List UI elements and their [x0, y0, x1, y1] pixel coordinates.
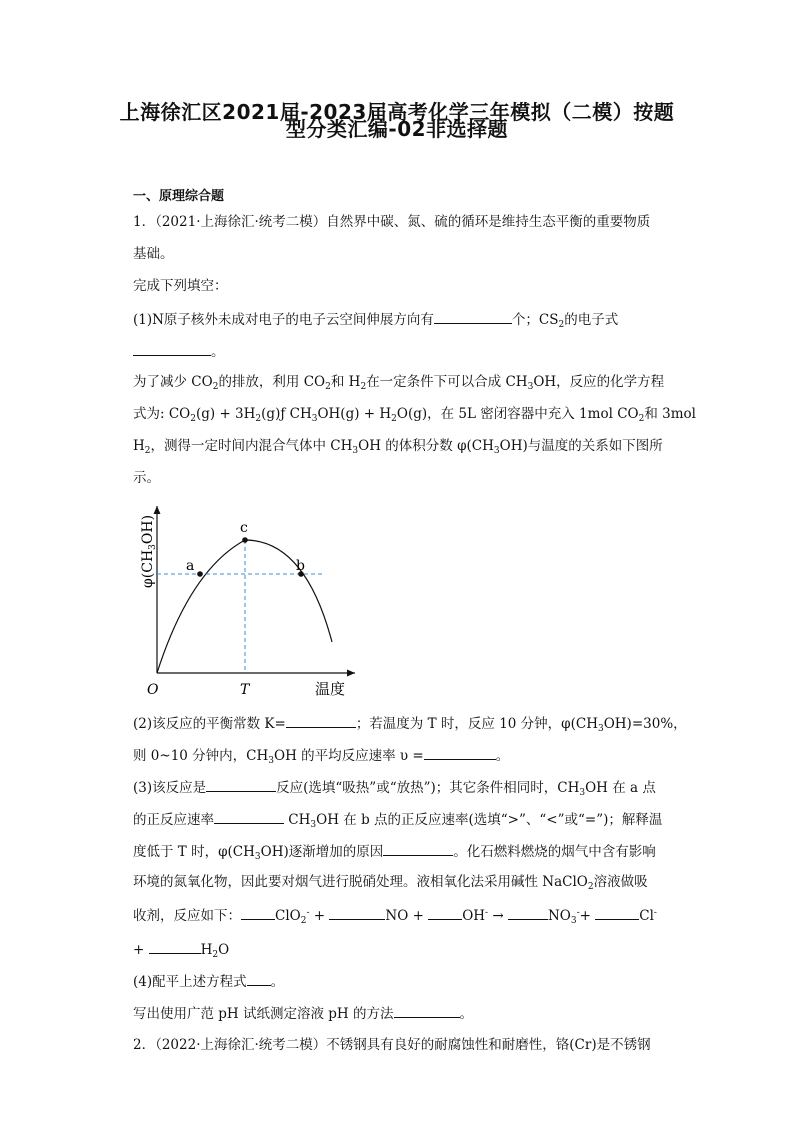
answer-blank[interactable]: [247, 971, 271, 986]
phi-temperature-graph: [135, 500, 365, 700]
q1-part1-line-2: [133, 341, 225, 361]
q1-equation-line-2: [133, 939, 229, 959]
text: Cl: [639, 908, 654, 924]
coef-blank[interactable]: [595, 905, 639, 920]
answer-blank[interactable]: [206, 777, 276, 792]
subscript: 3: [268, 756, 274, 766]
text: 的电子式: [564, 312, 619, 328]
text: H: [200, 942, 213, 958]
q1-para-line-1: [133, 373, 664, 391]
q2-line-1: 2．（2022·上海徐汇·统考二模）不锈钢具有良好的耐腐蚀性和耐磨性，铬(Cr)是不锈钢: [133, 1037, 651, 1053]
text: ClO: [275, 908, 301, 924]
text: ；若温度为 T 时，反应 10 分钟，φ(CH: [355, 716, 598, 732]
superscript: -: [653, 908, 657, 918]
text: NO +: [385, 908, 429, 924]
text: O: [218, 942, 230, 958]
text: →: [488, 908, 508, 924]
text: +: [133, 942, 149, 958]
text: OH)=30%，: [603, 716, 687, 732]
q1-part3-line-2: [133, 809, 662, 829]
subscript: 2: [190, 414, 196, 424]
text: 环境的氮氧化物，因此要对烟气进行脱硝处理。液相氧化法采用碱性 NaClO: [133, 874, 588, 890]
text: (1)N原子核外未成对电子的电子云空间伸展方向有: [133, 312, 434, 328]
subscript: 2: [360, 382, 367, 392]
text: OH(g) + H: [317, 406, 392, 422]
text: OH)逐渐增加的原因: [260, 844, 384, 860]
text: CH: [284, 812, 311, 828]
superscript: -: [485, 908, 489, 918]
subscript: 3: [493, 446, 500, 456]
text: 度低于 T 时，φ(CH: [133, 844, 255, 860]
q1-line-3: 完成下列填空：: [133, 278, 228, 294]
subscript: 3: [310, 820, 317, 830]
text: 收剂，反应如下：: [133, 908, 241, 924]
subscript: 2: [558, 320, 565, 330]
q1-line-2: 基础。: [133, 246, 174, 262]
coef-blank[interactable]: [241, 905, 275, 920]
x-axis-label: 温度: [315, 680, 346, 698]
answer-blank[interactable]: [214, 809, 284, 824]
text: O(g)，在 5L 密闭容器中充入 1mol CO: [396, 406, 639, 422]
point-c-dot: [242, 537, 248, 543]
text: +: [309, 908, 330, 924]
text: OH 的平均反应速率 υ =: [274, 748, 424, 764]
subscript: 3: [352, 446, 359, 456]
q1-para-line-3: [133, 437, 663, 455]
text: (3)该反应是: [133, 780, 207, 796]
text: 式为: CO: [133, 406, 191, 422]
text: 的正反应速率: [133, 812, 214, 828]
text: 和 3mol: [644, 406, 696, 422]
text: 为了减少 CO: [133, 374, 213, 390]
text: 的排放，利用 CO: [218, 374, 326, 390]
subscript: 2: [255, 414, 262, 424]
text: 则 0~10 分钟内，CH: [133, 748, 269, 764]
answer-blank[interactable]: [394, 1003, 460, 1018]
q1-part3-line-3: [133, 841, 656, 861]
subscript: 2: [325, 382, 331, 392]
text: 个；CS: [511, 312, 559, 328]
doc-title-line-1: 上海徐汇区2021届-2023届高考化学三年模拟（二模）按题: [119, 100, 675, 124]
t-label: T: [240, 682, 250, 698]
answer-blank[interactable]: [133, 341, 211, 356]
text: H: [133, 438, 145, 454]
text: OH 在 a 点: [585, 780, 656, 796]
answer-blank[interactable]: [424, 745, 496, 760]
subscript: 3: [254, 852, 261, 862]
text: 溶液做吸: [593, 874, 648, 890]
q1-part3-line-4: [133, 873, 648, 891]
subscript: 2: [587, 882, 594, 892]
subscript: 2: [300, 916, 307, 926]
point-a-label: a: [186, 558, 195, 574]
point-a-dot: [197, 571, 203, 577]
text: +: [579, 908, 596, 924]
coef-blank[interactable]: [329, 905, 385, 920]
answer-blank[interactable]: [434, 309, 512, 324]
answer-blank[interactable]: [286, 713, 356, 728]
y-label-main: φ(CH: [140, 549, 156, 588]
q1-part2-line-1: [133, 713, 687, 733]
text: OH 在 b 点的正反应速率(选填“>”、“<”或“=”)；解释温: [316, 812, 663, 828]
q1-equation-line-1: [133, 905, 657, 925]
subscript: 3: [597, 724, 604, 734]
subscript: 2: [212, 950, 219, 960]
text: (4)配平上述方程式: [133, 974, 247, 990]
text: (g) + 3H: [195, 406, 256, 422]
text: NO: [547, 908, 571, 924]
x-axis-arrow: [347, 670, 355, 677]
coef-blank[interactable]: [149, 939, 201, 954]
q1-line-1: 1．（2021·上海徐汇·统考二模）自然界中碳、氮、硫的循环是维持生态平衡的重要物质: [133, 214, 651, 230]
subscript: 3: [527, 382, 534, 392]
y-label-end: OH): [140, 514, 156, 545]
point-b-label: b: [296, 558, 305, 574]
text: 。: [211, 344, 225, 360]
q1-para-line-2: [133, 405, 696, 423]
text: 和 H: [330, 374, 361, 390]
y-label-sub: 3: [148, 544, 158, 550]
answer-blank[interactable]: [383, 841, 453, 856]
superscript: -: [306, 908, 310, 918]
point-c-label: c: [240, 520, 248, 536]
superscript: -: [576, 908, 580, 918]
origin-label: O: [147, 682, 159, 698]
q1-part5-line: [133, 1003, 473, 1023]
text: OH)与温度的关系如下图所: [499, 438, 663, 454]
q1-part3-line-1: [133, 777, 656, 797]
q1-part4-line: [133, 971, 284, 991]
subscript: 3: [579, 788, 586, 798]
text: 。: [270, 974, 285, 990]
text: OH: [462, 908, 486, 924]
subscript: 2: [391, 414, 397, 424]
section-heading: 一、原理综合题: [133, 189, 225, 204]
q1-para-line-4: 示。: [133, 470, 160, 486]
q1-part1-line: [133, 309, 618, 329]
text: 写出使用广范 pH 试纸测定溶液 pH 的方法: [133, 1006, 394, 1022]
text: 在一定条件下可以合成 CH: [366, 374, 528, 390]
subscript: 2: [144, 446, 151, 456]
subscript: 3: [311, 414, 318, 424]
subscript: 3: [570, 916, 577, 926]
text: OH，反应的化学方程: [533, 374, 665, 390]
subscript: 2: [212, 382, 219, 392]
q1-part2-line-2: [133, 745, 509, 765]
text: 。: [459, 1006, 473, 1022]
text: (g)ƒ CH: [261, 406, 312, 422]
y-axis-label: [140, 515, 158, 588]
text: ，测得一定时间内混合气体中 CH: [150, 438, 353, 454]
svg-text:φ(CH3OH): [140, 515, 158, 588]
text: 。化石燃料燃烧的烟气中含有影响: [453, 844, 656, 860]
text: (2)该反应的平衡常数 K=: [133, 716, 286, 732]
subscript: 2: [638, 414, 645, 424]
text: OH 的体积分数 φ(CH: [358, 438, 494, 454]
doc-title-line-2: 型分类汇编-02非选择题: [285, 117, 509, 141]
text: 反应(选填“吸热”或“放热”)；其它条件相同时，CH: [276, 780, 580, 796]
text: 。: [495, 748, 510, 764]
coef-blank[interactable]: [508, 905, 548, 920]
y-axis-arrow: [154, 506, 161, 514]
coef-blank[interactable]: [428, 905, 462, 920]
